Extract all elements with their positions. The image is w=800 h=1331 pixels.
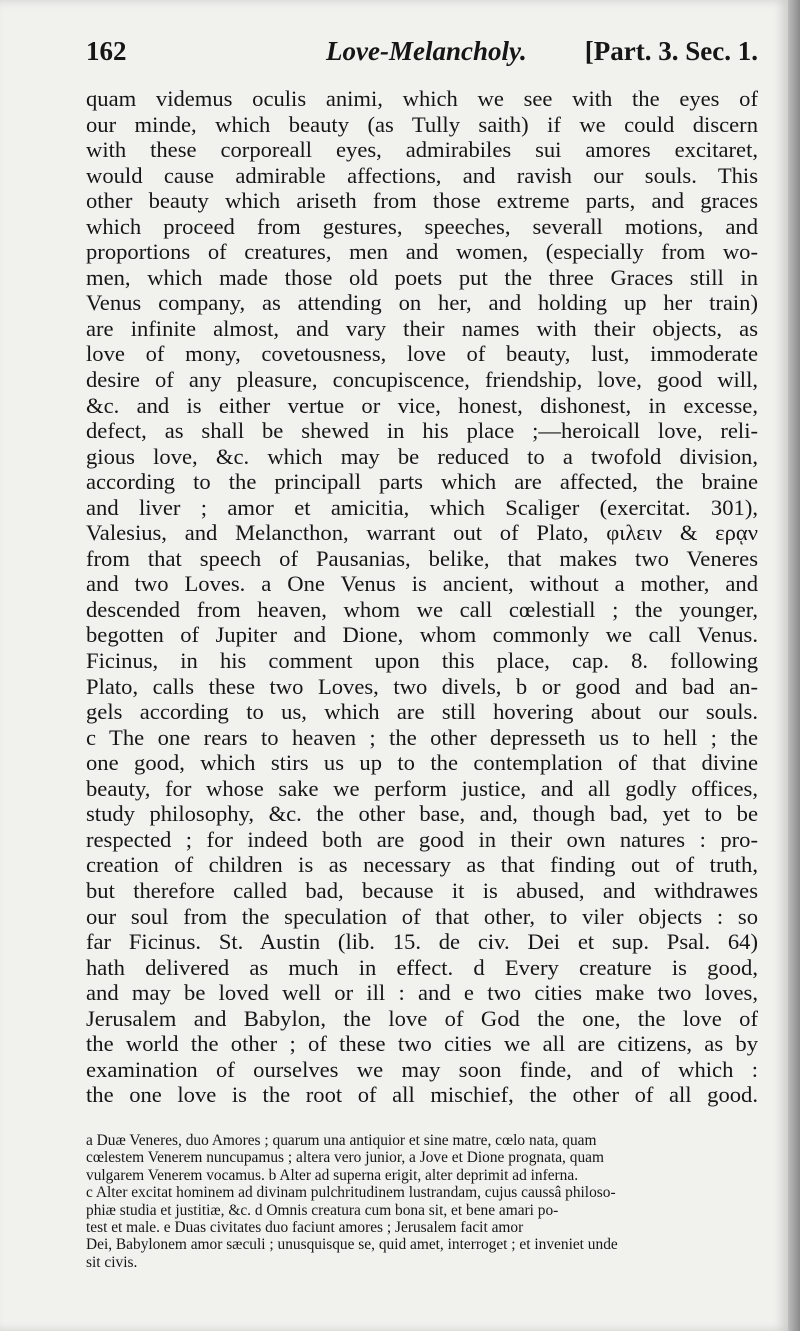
body-line: &c. and is either vertue or vice, honest, dishonest, in excesse, [86,392,758,418]
running-title: Love-Melancholy. [326,36,527,66]
body-line: the one love is the root of all mischief, the other of all good. [86,1082,758,1108]
body-line: Valesius, and Melancthon, warrant out of Plato, φιλειν & ερᾳν [86,520,758,546]
footnote-line: test et male. e Duas civitates duo faciunt amores ; Jerusalem facit amor [86,1218,524,1236]
body-line: and two Loves. a One Venus is ancient, without a mother, and [86,571,758,597]
body-line: gious love, &c. which may be reduced to a twofold division, [86,443,758,469]
footnote-line: sit civis. [86,1253,138,1271]
body-line: our soul from the speculation of that other, to viler objects : so [86,903,758,929]
body-line: would cause admirable affections, and ravish our souls. This [86,162,758,188]
body-line: far Ficinus. St. Austin (lib. 15. de civ. Dei et sup. Psal. 64) [86,929,758,955]
body-line: creation of children is as necessary as that finding out of truth, [86,852,758,878]
body-line: our minde, which beauty (as Tully saith) if we could discern [86,111,758,137]
body-line: with these corporeall eyes, admirabiles sui amores excitaret, [86,137,758,163]
body-line: Ficinus, in his comment upon this place, cap. 8. following [86,648,758,674]
body-line: according to the principall parts which are affected, the braine [86,469,758,495]
body-line: Venus company, as attending on her, and holding up her train) [86,290,758,316]
page-number: 162 [86,36,127,66]
body-line: defect, as shall be shewed in his place ;—heroicall love, reli- [86,418,758,444]
body-line: c The one rears to heaven ; the other depresseth us to hell ; the [86,724,758,750]
footnote-line: cœlestem Venerem nuncupamus ; altera vero junior, a Jove et Dione prognata, quam [86,1149,604,1167]
body-line: and liver ; amor et amicitia, which Scaliger (exercitat. 301), [86,494,758,520]
body-line: and may be loved well or ill : and e two cities make two loves, [86,980,758,1006]
body-line: men, which made those old poets put the three Graces still in [86,264,758,290]
page-header [86,36,758,72]
body-line: the world the other ; of these two cities we all are citizens, as by [86,1031,758,1057]
body-line: love of mony, covetousness, love of beauty, lust, immoderate [86,341,758,367]
body-line: beauty, for whose sake we perform justice, and all godly offices, [86,775,758,801]
body-line: other beauty which ariseth from those extreme parts, and graces [86,188,758,214]
footnote-line: c Alter excitat hominem ad divinam pulchritudinem lustrandam, cujus caussâ philoso- [86,1184,616,1202]
footnote-line: Dei, Babylonem amor sæculi ; unusquisque se, quid amet, interroget ; et inveniet unde [86,1236,618,1254]
body-line: Jerusalem and Babylon, the love of God the one, the love of [86,1005,758,1031]
body-line: study philosophy, &c. the other base, and, though bad, yet to be [86,801,758,827]
body-line: descended from heaven, whom we call cœlestiall ; the younger, [86,596,758,622]
body-line: examination of ourselves we may soon finde, and of which : [86,1056,758,1082]
body-line: proportions of creatures, men and women, (especially from wo- [86,239,758,265]
body-line: desire of any pleasure, concupiscence, friendship, love, good will, [86,367,758,393]
body-line: hath delivered as much in effect. d Every creature is good, [86,954,758,980]
body-line: quam videmus oculis animi, which we see with the eyes of [86,86,758,111]
footnote-line: phiæ studia et justitiæ, &c. d Omnis creatura cum bona sit, et bene amari po- [86,1201,559,1219]
body-line: which proceed from gestures, speeches, severall motions, and [86,213,758,239]
body-line: gels according to us, which are still hovering about our souls. [86,699,758,725]
footnotes [86,1132,758,1271]
body-text [86,86,758,1108]
body-line: begotten of Jupiter and Dione, whom commonly we call Venus. [86,622,758,648]
body-line: are infinite almost, and vary their names with their objects, as [86,315,758,341]
footnote-line: a Duæ Veneres, duo Amores ; quarum una antiquior et sine matre, cœlo nata, quam [86,1132,597,1149]
body-line: respected ; for indeed both are good in their own natures : pro- [86,826,758,852]
body-line: from that speech of Pausanias, belike, that makes two Veneres [86,545,758,571]
body-line: Plato, calls these two Loves, two divels, b or good and bad an- [86,673,758,699]
body-line: one good, which stirs us up to the contemplation of that divine [86,750,758,776]
footnote-line: vulgarem Venerem vocamus. b Alter ad superna erigit, alter deprimit ad inferna. [86,1166,579,1184]
section-marker: [Part. 3. Sec. 1. [584,36,758,66]
body-line: but therefore called bad, because it is abused, and withdrawes [86,877,758,903]
page-edge [788,0,800,1331]
